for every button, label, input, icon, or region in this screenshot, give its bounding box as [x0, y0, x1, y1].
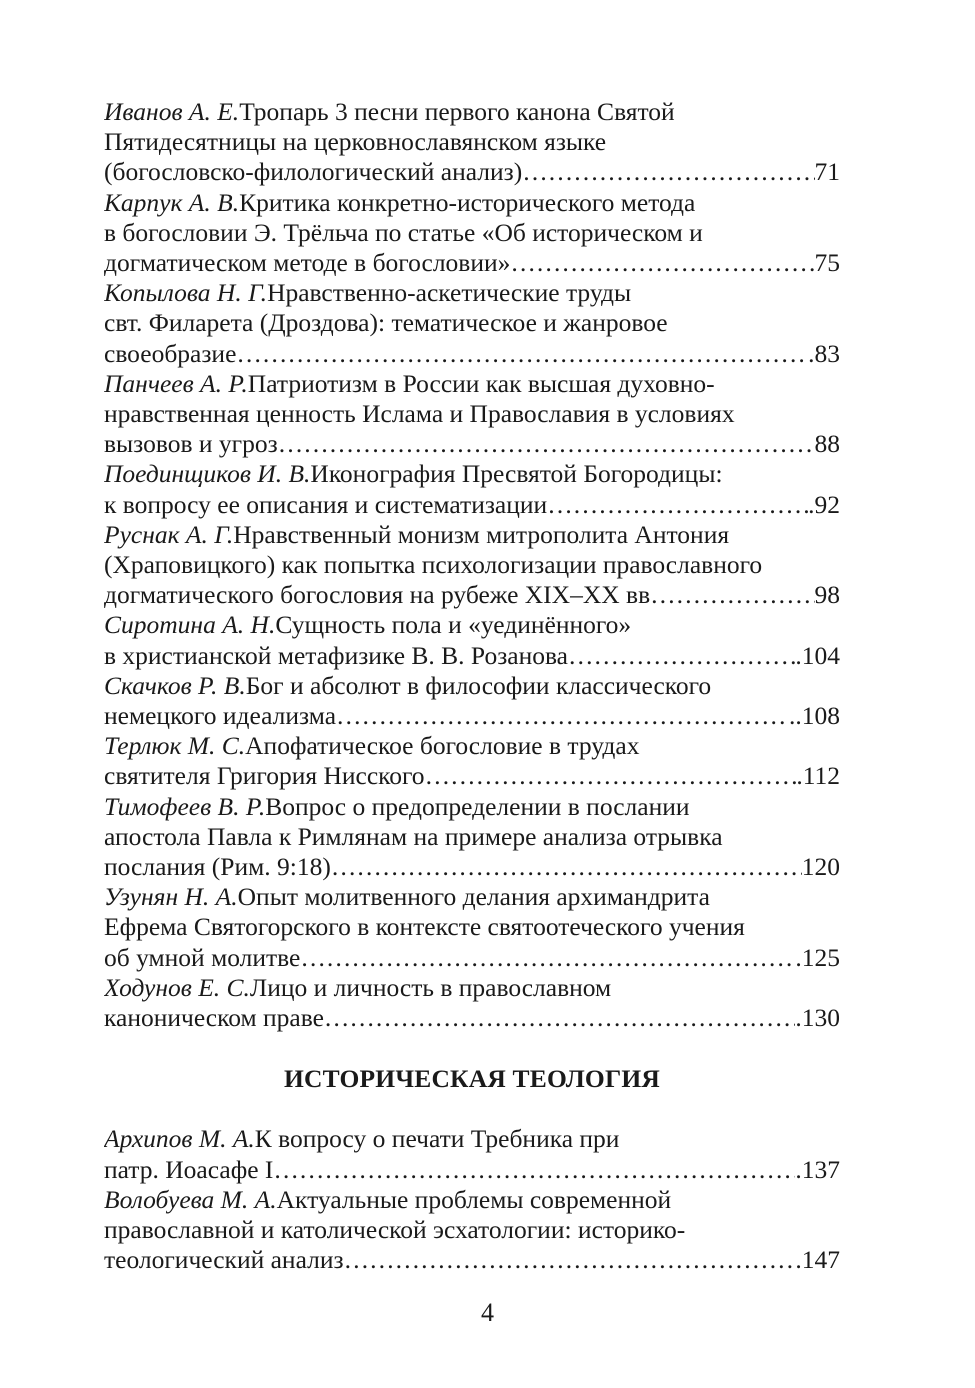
entry-title-text: немецкого идеализма	[104, 701, 337, 731]
toc-entry-last-line	[104, 1245, 840, 1275]
toc-entry-line	[104, 399, 840, 429]
toc-entry	[104, 369, 840, 460]
dot-leader	[331, 852, 802, 882]
entry-title-text: Ефрема Святогорского в контексте святоотеческого учения	[104, 912, 745, 942]
toc-entry-line	[104, 308, 840, 338]
entry-title-text: в христианской метафизике В. В. Розанова	[104, 640, 569, 670]
entry-title-text: свт. Филарета (Дроздова): тематическое и жанровое	[104, 308, 668, 338]
entry-page-number: 75	[814, 248, 840, 278]
entry-author: Карпук А. В.	[104, 187, 240, 217]
dot-leader	[336, 701, 789, 731]
toc-entry-line	[104, 369, 840, 399]
dot-leader	[344, 1245, 796, 1275]
entry-author: Терлюк М. С.	[104, 731, 246, 761]
entry-title-text: вызовов и угроз	[104, 429, 278, 459]
entry-title-text: Нравственный монизм митрополита Антония	[233, 519, 730, 549]
toc-group-1	[104, 97, 840, 1033]
toc-entry-line	[104, 731, 840, 761]
entry-title-text: теологический анализ	[104, 1245, 344, 1275]
entry-author: Волобуева М. А.	[104, 1184, 277, 1214]
entry-author: Скачков Р. В.	[104, 670, 246, 700]
toc-entry-line	[104, 912, 840, 942]
entry-title-text: своеобразие	[104, 338, 237, 368]
entry-author: Сиротина А. Н.	[104, 610, 276, 640]
entry-page-number: .125	[795, 942, 840, 972]
toc-entry-line	[104, 973, 840, 1003]
entry-title-text: Нравственно-аскетические труды	[267, 278, 632, 308]
entry-title-text: святителя Григория Нисского	[104, 761, 425, 791]
dot-leader	[300, 943, 795, 973]
entry-page-number: 120	[801, 852, 840, 882]
toc-entry-last-line	[104, 1155, 840, 1185]
toc-entry-last-line	[104, 248, 840, 278]
toc-entry-line	[104, 671, 840, 701]
entry-page-number: .112	[796, 761, 840, 791]
entry-title-text: Актуальные проблемы современной	[276, 1184, 672, 1214]
toc-entry-line	[104, 127, 840, 157]
toc-entry	[104, 188, 840, 279]
toc-entry-line	[104, 610, 840, 640]
entry-title-text: догматического богословия на рубеже XIX–XX вв	[104, 580, 651, 610]
dot-leader	[547, 490, 808, 520]
entry-title-text: православной и католической эсхатологии: историко-	[104, 1214, 686, 1244]
toc-entry-last-line	[104, 1003, 840, 1033]
entry-page-number: 98	[814, 580, 840, 610]
toc-entry	[104, 1185, 840, 1276]
toc-entry	[104, 459, 840, 519]
entry-page-number: .104	[795, 640, 840, 670]
entry-title-text: Вопрос о предопределении в послании	[265, 791, 690, 821]
table-of-contents	[104, 97, 840, 1275]
entry-page-number: .83	[808, 338, 840, 368]
toc-entry-last-line	[104, 157, 840, 187]
entry-page-number: 88	[814, 429, 840, 459]
toc-entry-last-line	[104, 761, 840, 791]
toc-entry-line	[104, 792, 840, 822]
entry-title-text: послания (Рим. 9:18)	[104, 852, 331, 882]
toc-entry-line	[104, 218, 840, 248]
entry-title-text: Пятидесятницы на церковнославянском языке	[104, 127, 607, 157]
toc-entry-line	[104, 1185, 840, 1215]
entry-title-text: Патриотизм в России как высшая духовно-	[247, 368, 715, 398]
entry-author: Панчеев А. Р.	[104, 368, 248, 398]
toc-entry-line	[104, 550, 840, 580]
dot-leader	[324, 1003, 795, 1033]
entry-title-text: (богословско-филологический анализ)	[104, 157, 523, 187]
toc-entry	[104, 882, 840, 973]
entry-title-text: к вопросу ее описания и систематизации	[104, 489, 548, 519]
entry-title-text: К вопросу о печати Требника при	[254, 1124, 620, 1154]
entry-page-number: .137	[795, 1154, 840, 1184]
entry-author: Узунян Н. А.	[104, 882, 238, 912]
toc-entry-last-line	[104, 580, 840, 610]
entry-title-text: Бог и абсолют в философии классического	[245, 670, 712, 700]
entry-author: Иванов А. Е.	[104, 97, 240, 126]
toc-entry-line	[104, 459, 840, 489]
entry-author: Архипов М. А.	[104, 1124, 255, 1154]
toc-entry	[104, 731, 840, 791]
toc-entry	[104, 671, 840, 731]
dot-leader	[650, 580, 814, 610]
entry-author: Поединщиков И. В.	[104, 459, 311, 489]
toc-entry-last-line	[104, 701, 840, 731]
toc-entry	[104, 792, 840, 883]
toc-group-2	[104, 1124, 840, 1275]
toc-entry-last-line	[104, 490, 840, 520]
entry-title-text: патр. Иоасафе I	[104, 1154, 274, 1184]
toc-entry-line	[104, 97, 840, 127]
entry-page-number: .130	[795, 1003, 840, 1033]
entry-page-number: .147	[795, 1245, 840, 1275]
entry-page-number: ..108	[789, 701, 840, 731]
toc-entry-last-line	[104, 429, 840, 459]
entry-author: Ходунов Е. С.	[104, 972, 250, 1002]
entry-title-text: Тропарь 3 песни первого канона Святой	[239, 97, 675, 126]
toc-entry-line	[104, 1124, 840, 1154]
entry-title-text: об умной молитве	[104, 942, 301, 972]
entry-page-number: 71	[814, 157, 840, 187]
toc-entry	[104, 610, 840, 670]
dot-leader	[425, 761, 797, 791]
toc-entry-line	[104, 278, 840, 308]
toc-entry	[104, 278, 840, 369]
dot-leader	[522, 157, 814, 187]
entry-title-text: Критика конкретно-исторического метода	[239, 187, 696, 217]
toc-entry-line	[104, 188, 840, 218]
section-heading: ИСТОРИЧЕСКАЯ ТЕОЛОГИЯ	[283, 1064, 661, 1094]
toc-entry	[104, 973, 840, 1033]
dot-leader	[510, 248, 814, 278]
entry-author: Копылова Н. Г.	[104, 278, 268, 308]
toc-entry	[104, 520, 840, 611]
entry-title-text: (Храповицкого) как попытка психологизации православного	[104, 550, 763, 580]
entry-title-text: нравственная ценность Ислама и Православия в условиях	[104, 399, 735, 429]
toc-entry-line	[104, 822, 840, 852]
dot-leader	[273, 1155, 795, 1185]
entry-title-text: Апофатическое богословие в трудах	[245, 731, 640, 761]
entry-title-text: Сущность пола и «уединённого»	[275, 610, 632, 640]
entry-author: Руснак А. Г.	[104, 519, 234, 549]
toc-entry-line	[104, 1215, 840, 1245]
toc-entry-line	[104, 882, 840, 912]
dot-leader	[568, 641, 795, 671]
toc-entry	[104, 97, 840, 188]
entry-title-text: каноническом праве	[104, 1003, 324, 1033]
toc-entry-last-line	[104, 943, 840, 973]
entry-title-text: догматическом методе в богословии»	[104, 248, 511, 278]
entry-title-text: Иконография Пресвятой Богородицы:	[310, 459, 723, 489]
entry-title-text: в богословии Э. Трёльча по статье «Об историческом и	[104, 217, 703, 247]
toc-entry-last-line	[104, 852, 840, 882]
entry-title-text: Опыт молитвенного делания архимандрита	[237, 882, 710, 912]
toc-entry-last-line	[104, 641, 840, 671]
entry-author: Тимофеев В. Р.	[104, 791, 266, 821]
toc-entry-line	[104, 520, 840, 550]
entry-title-text: Лицо и личность в православном	[249, 972, 612, 1002]
toc-entry	[104, 1124, 840, 1184]
page-number: 4	[481, 1298, 494, 1327]
dot-leader	[236, 339, 808, 369]
toc-entry-last-line	[104, 339, 840, 369]
entry-title-text: апостола Павла к Римлянам на примере анализа отрывка	[104, 821, 723, 851]
entry-page-number: .92	[808, 489, 840, 519]
dot-leader	[278, 429, 815, 459]
